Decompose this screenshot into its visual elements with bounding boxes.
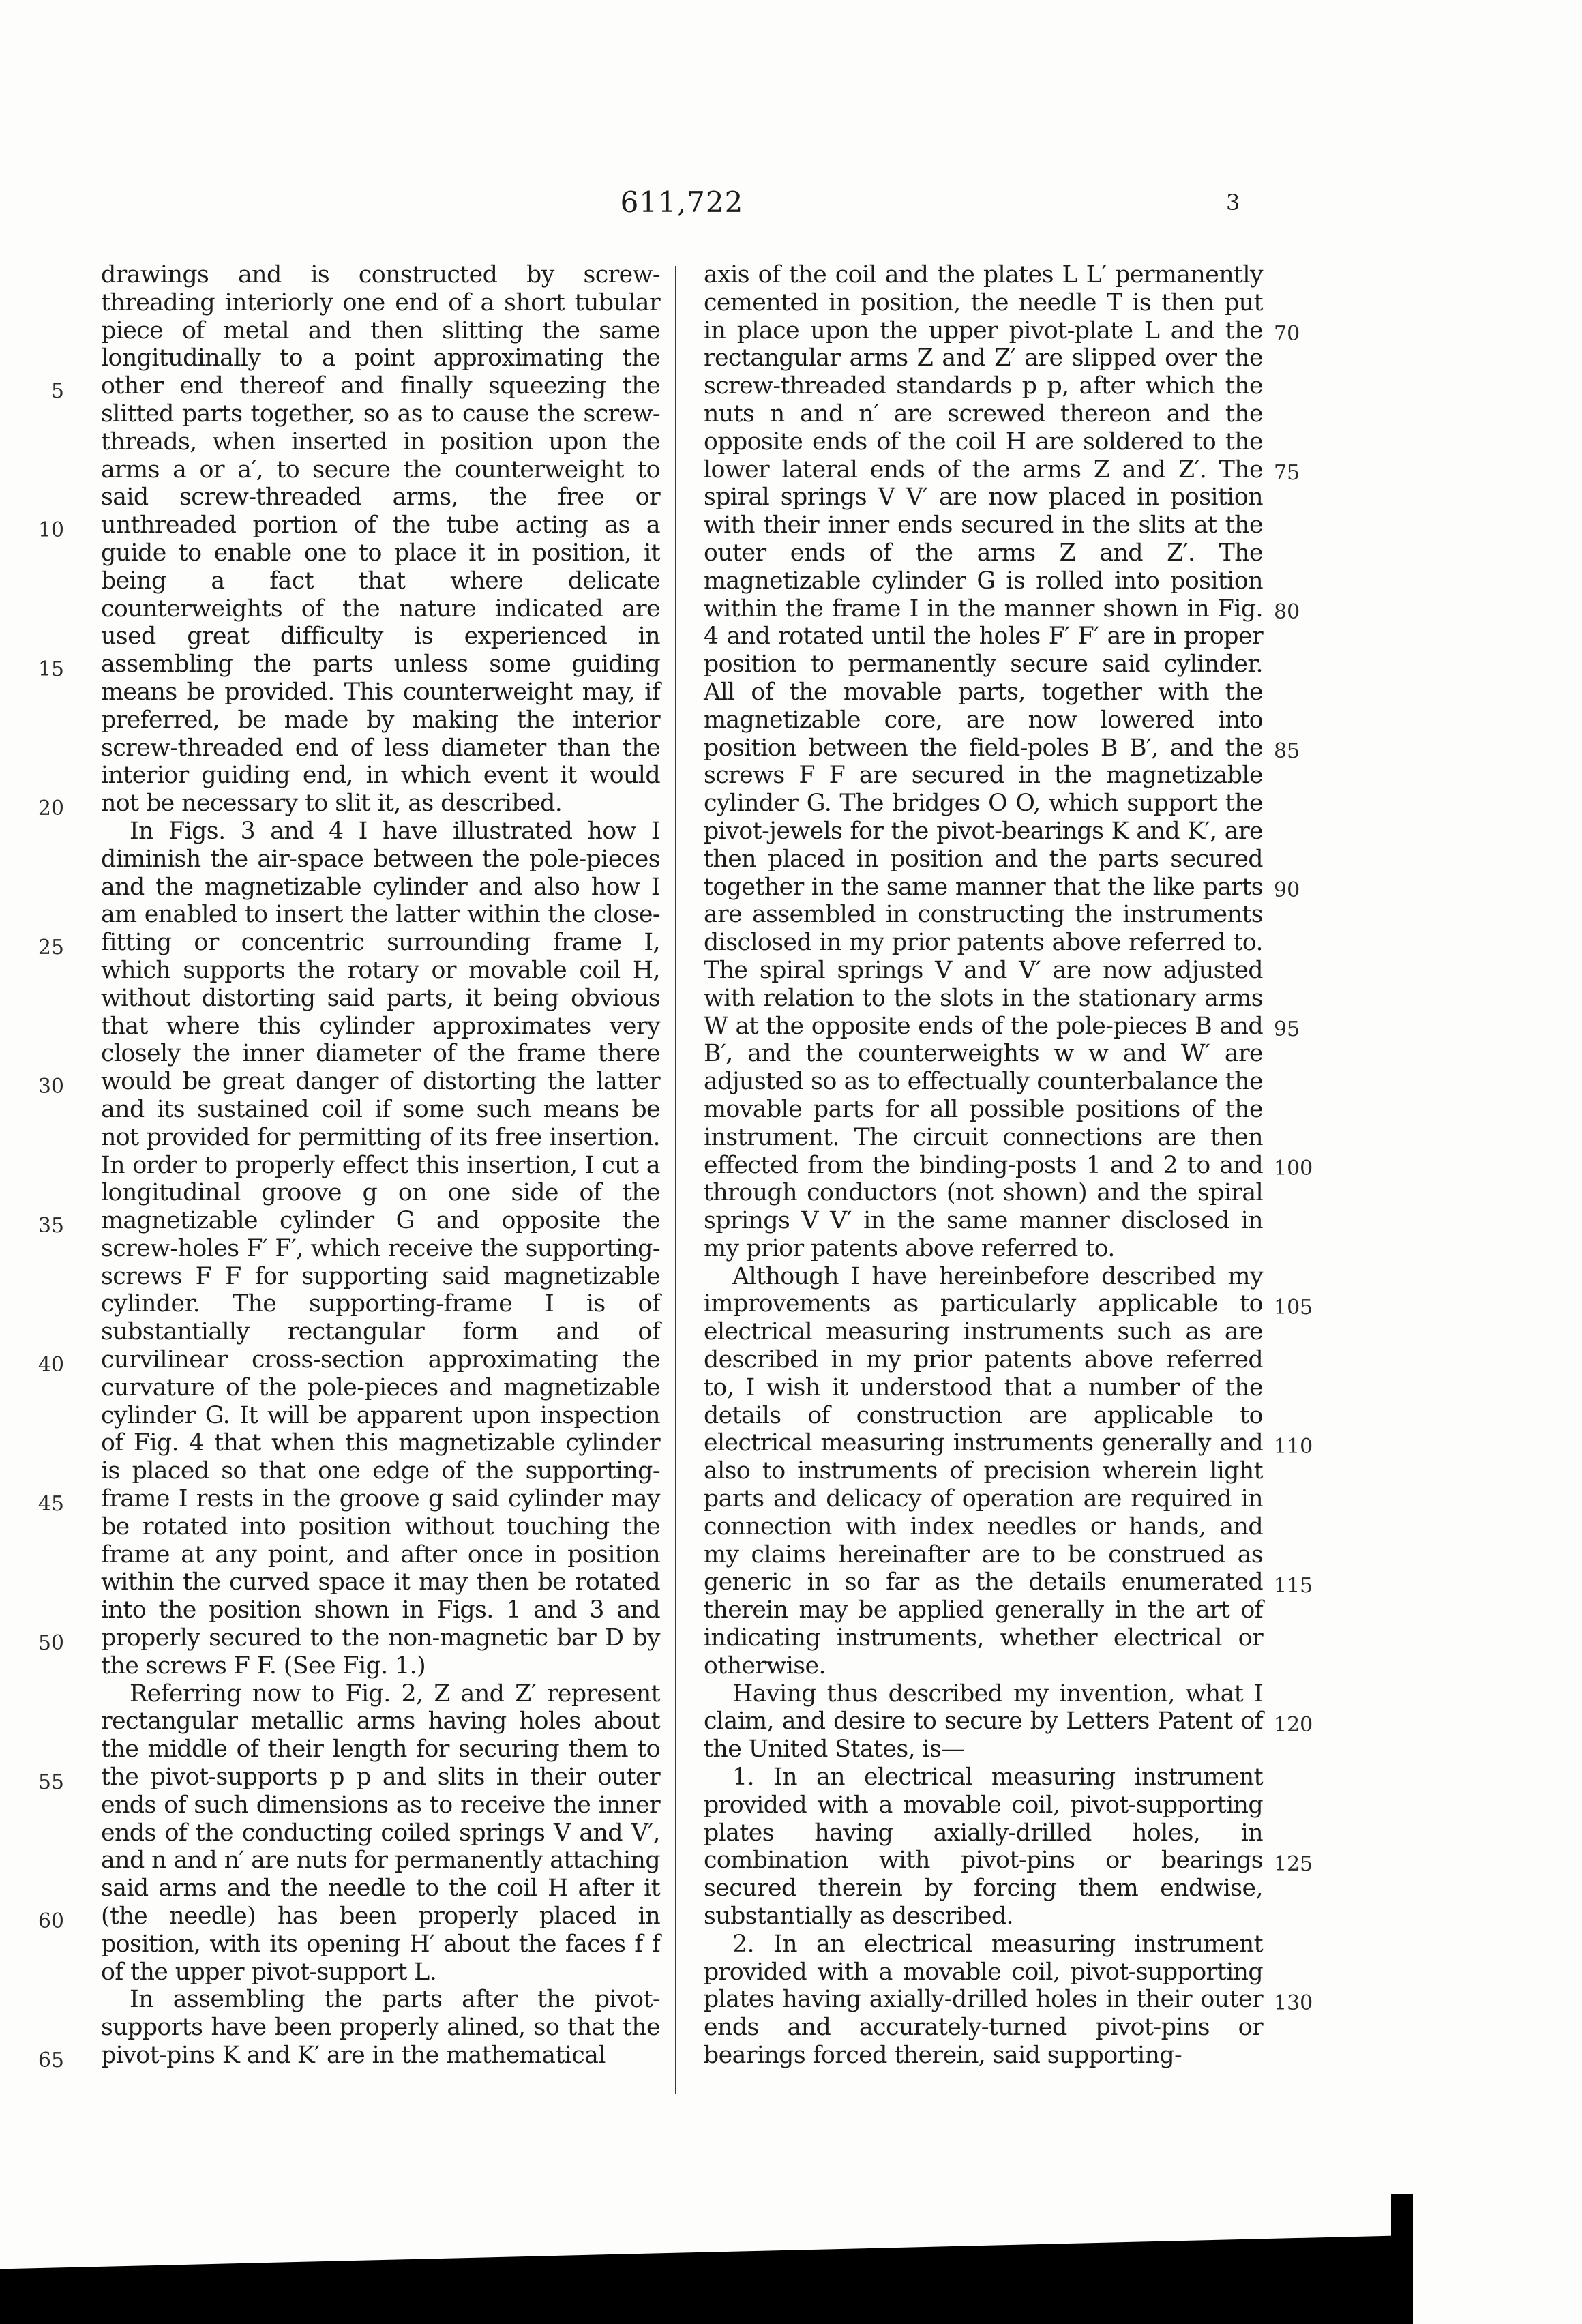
left-paragraph-2: In Figs. 3 and 4 I have illustrated how I diminish the air-space between the pole-pieces and the magnetizable cylinder and also how I am enabled to insert the latter within the close-fitting or concentric surrounding frame I, which supports the rotary or movable coil H, without distorting said parts, it being obvious that where this cylinder approximates very closely the inner diameter of the frame there would be great danger of distorting the latter and its sustained coil if some such means be not provided for permitting of its free insertion. In order to properly effect this insertion, I cut a longitudinal groove g on one side of the magnetizable cylinder G and opposite the screw-holes F′ F′, which receive the supporting-screws F F for supporting said magnetizable cylinder. The supporting-frame I is of substantially rectangular form and of curvilinear cross-section approximating the curvature of the pole-pieces and magnetizable cylinder G. It will be apparent upon inspection of Fig. 4 that when this magnetizable cylinder is placed so that one edge of the supporting-frame I rests in the groove g said cylinder may be rotated into position without touching the frame at any point, and after once in position within the curved space it may then be rotated into the position shown in Figs. 1 and 3 and properly secured to the non-magnetic bar D by the screws F F. (See Fig. 1.): [101, 817, 660, 1680]
line-number-left: 5: [50, 379, 64, 403]
line-number-left: 55: [38, 1770, 64, 1794]
claim-1: 1. In an electrical measuring instrument provided with a movable coil, pivot-supporting plates having axially-drilled holes, in combination with pivot-pins or bearings secured therein by forcing them endwise, substantially as described.: [704, 1763, 1263, 1931]
line-number-left: 10: [38, 518, 64, 542]
line-number-right: 130: [1274, 1991, 1313, 2015]
line-number-left: 30: [38, 1075, 64, 1099]
left-column: [101, 261, 660, 2070]
line-number-right: 75: [1274, 461, 1300, 485]
line-number-left: 45: [38, 1492, 64, 1516]
line-number-left: 20: [38, 796, 64, 820]
line-number-right: 120: [1274, 1713, 1313, 1737]
line-number-right: 125: [1274, 1852, 1313, 1876]
line-number-right: 85: [1274, 739, 1300, 763]
right-paragraph-3: Having thus described my invention, what I claim, and desire to secure by Letters Patent of the United States, is—: [704, 1680, 1263, 1763]
line-number-left: 15: [38, 657, 64, 681]
line-number-left: 35: [38, 1214, 64, 1238]
line-number-right: 95: [1274, 1017, 1300, 1041]
line-number-right: 105: [1274, 1296, 1313, 1320]
page-header: [0, 185, 1582, 226]
line-number-right: 70: [1274, 322, 1300, 346]
page-number: 3: [1226, 190, 1240, 215]
scan-bottom-edge: [0, 2235, 1412, 2324]
line-number-left: 40: [38, 1353, 64, 1377]
claim-2: 2. In an electrical measuring instrument provided with a movable coil, pivot-supporting plates having axially-drilled holes in their outer ends and accurately-turned pivot-pins or bearings forced therein, said supporting-: [704, 1930, 1263, 2069]
right-column: [704, 261, 1263, 2070]
line-number-right: 115: [1274, 1574, 1313, 1598]
line-number-left: 65: [38, 2049, 64, 2072]
right-paragraph-2: Although I have hereinbefore described my improvements as particularly applicable to electrical measuring instruments such as are described in my prior patents above referred to, I wish it understood that a number of the details of construction are applicable to electrical measuring instruments generally and also to instruments of precision wherein light parts and delicacy of operation are required in connection with index needles or hands, and my claims hereinafter are to be construed as generic in so far as the details enumerated therein may be applied generally in the art of indicating instruments, whether electrical or otherwise.: [704, 1262, 1263, 1680]
line-number-left: 50: [38, 1631, 64, 1655]
line-number-left: 60: [38, 1909, 64, 1933]
scan-right-edge: [1391, 2194, 1413, 2324]
left-paragraph-3: Referring now to Fig. 2, Z and Z′ represent rectangular metallic arms having holes about the middle of their length for securing them to the pivot-supports p p and slits in their outer ends of such dimensions as to receive the inner ends of the conducting coiled springs V and V′, and n and n′ are nuts for permanently attaching said arms and the needle to the coil H after it (the needle) has been properly placed in position, with its opening H′ about the faces f f of the upper pivot-support L.: [101, 1680, 660, 1986]
right-paragraph-1: axis of the coil and the plates L L′ permanently cemented in position, the needle T is then put in place upon the upper pivot-plate L and the rectangular arms Z and Z′ are slipped over the screw-threaded standards p p, after which the nuts n and n′ are screwed thereon and the opposite ends of the coil H are soldered to the lower lateral ends of the arms Z and Z′. The spiral springs V V′ are now placed in position with their inner ends secured in the slits at the outer ends of the arms Z and Z′. The magnetizable cylinder G is rolled into position within the frame I in the manner shown in Fig. 4 and rotated until the holes F′ F′ are in proper position to permanently secure said cylinder. All of the movable parts, together with the magnetizable core, are now lowered into position between the field-poles B B′, and the screws F F are secured in the magnetizable cylinder G. The bridges O O, which support the pivot-jewels for the pivot-bearings K and K′, are then placed in position and the parts secured together in the same manner that the like parts are assembled in constructing the instruments disclosed in my prior patents above referred to. The spiral springs V and V′ are now adjusted with relation to the slots in the stationary arms W at the opposite ends of the pole-pieces B and B′, and the counterweights w w and W′ are adjusted so as to effectually counterbalance the movable parts for all possible positions of the instrument. The circuit connections are then effected from the binding-posts 1 and 2 to and through conductors (not shown) and the spiral springs V V′ in the same manner disclosed in my prior patents above referred to.: [704, 261, 1263, 1262]
left-paragraph-1: drawings and is constructed by screw-threading interiorly one end of a short tubular piece of metal and then slitting the same longitudinally to a point approximating the other end thereof and finally squeezing the slitted parts together, so as to cause the screw-threads, when inserted in position upon the arms a or a′, to secure the counterweight to said screw-threaded arms, the free or unthreaded portion of the tube acting as a guide to enable one to place it in position, it being a fact that where delicate counterweights of the nature indicated are used great difficulty is experienced in assembling the parts unless some guiding means be provided. This counterweight may, if preferred, be made by making the interior screw-threaded end of less diameter than the interior guiding end, in which event it would not be necessary to slit it, as described.: [101, 261, 660, 818]
line-number-right: 80: [1274, 600, 1300, 624]
column-divider: [675, 266, 676, 2094]
left-paragraph-4: In assembling the parts after the pivot-supports have been properly alined, so that the pivot-pins K and K′ are in the mathematical: [101, 1986, 660, 2069]
line-number-right: 100: [1274, 1157, 1313, 1180]
line-number-left: 25: [38, 936, 64, 959]
line-number-right: 90: [1274, 878, 1300, 902]
patent-number: 611,722: [620, 185, 744, 219]
line-number-right: 110: [1274, 1435, 1313, 1459]
